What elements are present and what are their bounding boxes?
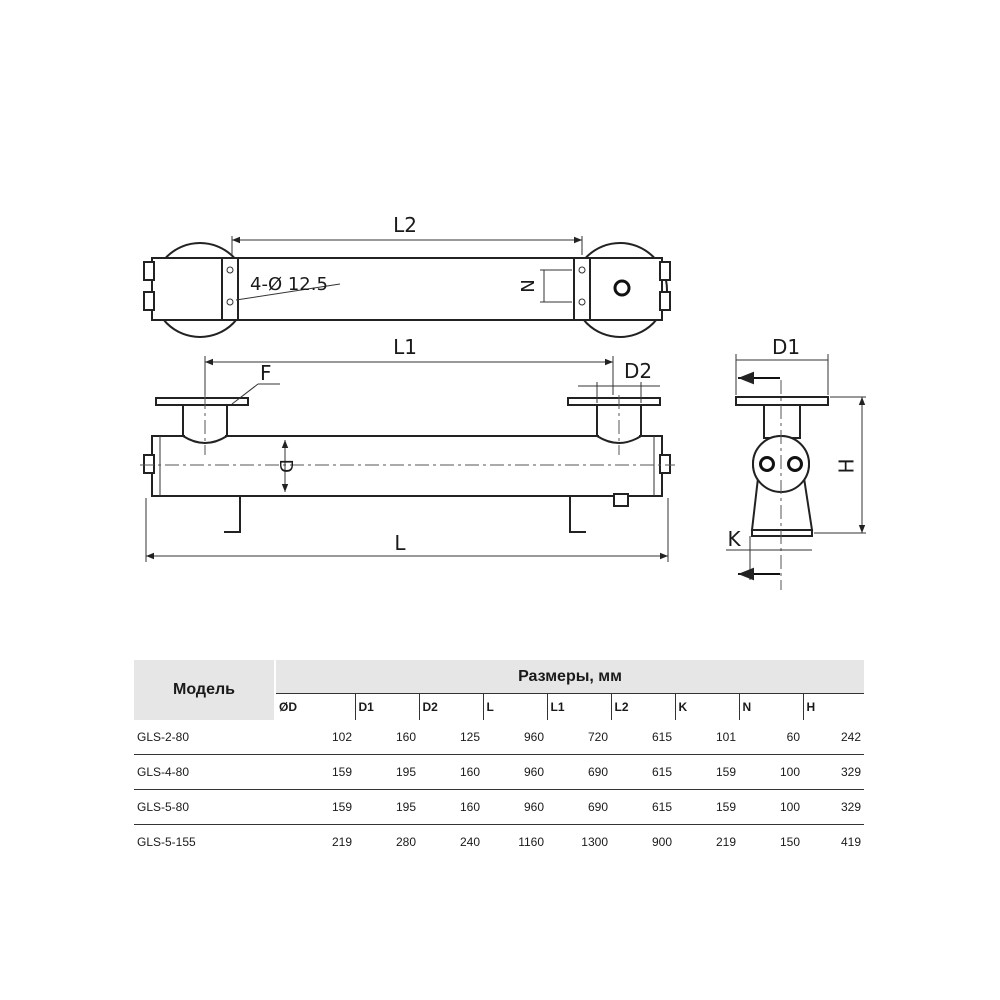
column-header: L2 xyxy=(611,694,675,720)
label-holes: 4-Ø 12.5 xyxy=(250,274,328,295)
value-cell: 960 xyxy=(483,790,547,825)
value-cell: 101 xyxy=(675,720,739,755)
label-d: D xyxy=(275,459,296,473)
column-header: H xyxy=(803,694,864,720)
value-cell: 690 xyxy=(547,755,611,790)
label-d2: D2 xyxy=(623,359,653,383)
dimensions-group-header: Размеры, мм xyxy=(275,660,864,694)
front-view-body xyxy=(152,436,662,496)
label-f: F xyxy=(260,361,272,385)
value-cell: 60 xyxy=(739,720,803,755)
value-cell: 615 xyxy=(611,720,675,755)
value-cell: 100 xyxy=(739,755,803,790)
model-cell: GLS-5-155 xyxy=(137,835,196,849)
column-header: ØD xyxy=(275,694,355,720)
value-cell: 1160 xyxy=(518,835,544,849)
value-cell: 159 xyxy=(275,755,355,790)
value-cell: 125 xyxy=(419,720,483,755)
label-k: K xyxy=(727,527,741,551)
value-cell: 419 xyxy=(841,835,862,849)
column-header: N xyxy=(739,694,803,720)
model-cell: GLS-2-80 xyxy=(134,720,275,755)
value-cell: 240 xyxy=(459,835,480,849)
value-cell: 720 xyxy=(547,720,611,755)
value-cell: 329 xyxy=(803,755,864,790)
value-cell: 900 xyxy=(651,835,672,849)
value-cell: 219 xyxy=(715,835,736,849)
value-cell: 102 xyxy=(275,720,355,755)
column-header: D1 xyxy=(355,694,419,720)
column-header: L xyxy=(483,694,547,720)
label-l2: L2 xyxy=(393,213,417,237)
column-header: D2 xyxy=(419,694,483,720)
value-cell: 159 xyxy=(275,790,355,825)
value-cell: 195 xyxy=(355,755,419,790)
table-row xyxy=(134,755,864,790)
value-cell: 960 xyxy=(483,755,547,790)
value-cell: 219 xyxy=(331,835,352,849)
value-cell: 160 xyxy=(355,720,419,755)
dimensions-table xyxy=(134,660,864,859)
label-n: N xyxy=(516,279,537,293)
label-l1: L1 xyxy=(393,335,417,359)
value-cell: 280 xyxy=(395,835,416,849)
value-cell: 615 xyxy=(611,755,675,790)
value-cell: 150 xyxy=(779,835,800,849)
label-d1: D1 xyxy=(771,335,801,359)
value-cell: 195 xyxy=(355,790,419,825)
value-cell: 159 xyxy=(675,755,739,790)
side-view xyxy=(726,335,866,590)
value-cell: 960 xyxy=(483,720,547,755)
value-cell: 615 xyxy=(611,790,675,825)
value-cell: 159 xyxy=(675,790,739,825)
value-cell: 690 xyxy=(547,790,611,825)
value-cell: 242 xyxy=(803,720,864,755)
value-cell: 100 xyxy=(739,790,803,825)
table-row xyxy=(134,825,864,860)
value-cell: 1300 xyxy=(581,835,608,849)
model-cell: GLS-5-80 xyxy=(134,790,275,825)
top-view xyxy=(144,213,670,337)
column-header: L1 xyxy=(547,694,611,720)
model-cell: GLS-4-80 xyxy=(134,755,275,790)
value-cell: 160 xyxy=(419,755,483,790)
table-row xyxy=(134,720,864,755)
model-header: Модель xyxy=(134,660,275,720)
value-cell: 160 xyxy=(419,790,483,825)
front-view xyxy=(140,335,675,562)
label-h: H xyxy=(834,458,859,474)
value-cell: 329 xyxy=(803,790,864,825)
label-l: L xyxy=(394,531,406,555)
column-header: K xyxy=(675,694,739,720)
table-row xyxy=(134,790,864,825)
